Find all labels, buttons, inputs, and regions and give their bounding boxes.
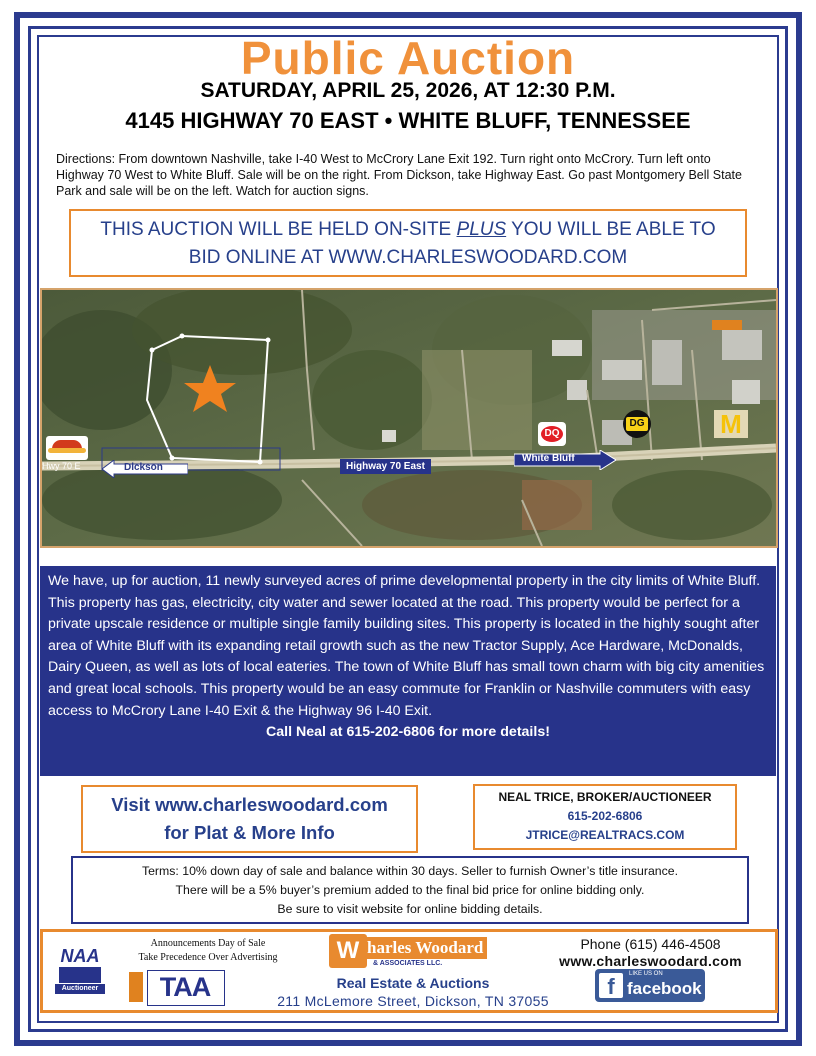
terms-line-3: Be sure to visit website for online bidding details.: [277, 902, 543, 916]
charles-woodard-logo: W harles Woodard & ASSOCIATES LLC.: [329, 934, 489, 972]
auction-date: SATURDAY, APRIL 25, 2026, AT 12:30 P.M.: [200, 79, 616, 102]
terms-box: [71, 856, 749, 924]
mexican-restaurant-icon: [46, 436, 88, 460]
company-address: 211 McLemore Street, Dickson, TN 37055: [277, 993, 549, 1009]
description-body: We have, up for auction, 11 newly surveyed acres of prime developmental property in the city limits of White Bluff. This property has gas, electricity, city water and sewer located at the road. This property would be perfect for a private upscale residence or multiple single family building sites. This property is located in the highly sought after area of White Bluff with its expanding retail growth such as the new Tractor Supply, Ace Hardware, McDonalds, Dairy Queen, as well as lots of local eateries. The town of White Bluff has small town charm with big city amenities and great local schools. This property would be an easy commute for Franklin or Nashville commuters with easy access to McCrory Lane I-40 Exit & the Highway 96 I-40 Exit.: [48, 573, 765, 719]
terms-line-2: There will be a 5% buyer’s premium added to the final bid price for online bidding only.: [175, 883, 645, 897]
naa-logo: NAA Auctioneer: [55, 946, 105, 1004]
tnaa-logo: TAA: [129, 968, 225, 1006]
side-road-label: Hwy 70 E: [42, 461, 81, 471]
call-neal: Call Neal at 615-202-6806 for more details!: [266, 724, 550, 741]
broker-info: [473, 784, 737, 850]
auction-address: 4145 HIGHWAY 70 EAST • WHITE BLUFF, TENNESSEE: [125, 108, 691, 133]
dickson-arrow: [102, 460, 188, 478]
white-bluff-arrow: [514, 450, 616, 470]
company-tagline: Real Estate & Auctions: [336, 975, 490, 991]
aerial-map-image: [42, 290, 776, 546]
auction-title: Public Auction: [240, 32, 576, 84]
white-bluff-label: White Bluff: [522, 453, 575, 464]
directions-text: Directions: From downtown Nashville, take I-40 West to McCrory Lane Exit 192. Turn right onto McCrory. Turn left onto Highway 70 West to White Bluff. Sale will be on the right. From Dickson, take Highway East. Go past Montgomery Bell State Park and sale will be on the left. Watch for auction signs.: [56, 152, 742, 198]
online-bidding-notice: [69, 209, 747, 277]
property-description: [40, 566, 776, 776]
visit-website-link[interactable]: Visit www.charleswoodard.com: [111, 794, 388, 815]
online-notice-emphasis: PLUS: [456, 219, 507, 240]
company-website[interactable]: www.charleswoodard.com: [559, 953, 742, 969]
highway-70-label: Highway 70 East: [340, 459, 431, 474]
dickson-label: Dickson: [124, 462, 163, 473]
visit-website-box: [81, 785, 418, 853]
online-notice-line2: BID ONLINE AT WWW.CHARLESWOODARD.COM: [188, 247, 628, 268]
broker-email[interactable]: JTRICE@REALTRACS.COM: [525, 828, 685, 842]
broker-name: NEAL TRICE, BROKER/AUCTIONEER: [498, 790, 712, 804]
online-notice-line1: THIS AUCTION WILL BE HELD ON-SITE PLUS YOU WILL BE ABLE TO: [100, 219, 716, 240]
announce-line-2: Take Precedence Over Advertising: [138, 952, 278, 963]
broker-phone[interactable]: 615-202-6806: [567, 809, 643, 823]
aerial-map: [40, 288, 778, 548]
announcement-note: [123, 937, 293, 965]
visit-website-sub: for Plat & More Info: [164, 822, 335, 843]
terms-line-1: Terms: 10% down day of sale and balance within 30 days. Seller to furnish Owner’s title insurance.: [141, 864, 679, 878]
facebook-button[interactable]: f LIKE US ON facebook: [595, 969, 705, 1002]
dairy-queen-icon: DQ: [538, 422, 566, 446]
footer: [40, 929, 778, 1013]
company-phone[interactable]: Phone (615) 446-4508: [580, 936, 721, 952]
facebook-f-icon: f: [599, 973, 623, 998]
dollar-general-icon: DG: [623, 410, 651, 438]
mcdonalds-icon: M: [714, 410, 748, 438]
announce-line-1: Announcements Day of Sale: [150, 938, 266, 949]
